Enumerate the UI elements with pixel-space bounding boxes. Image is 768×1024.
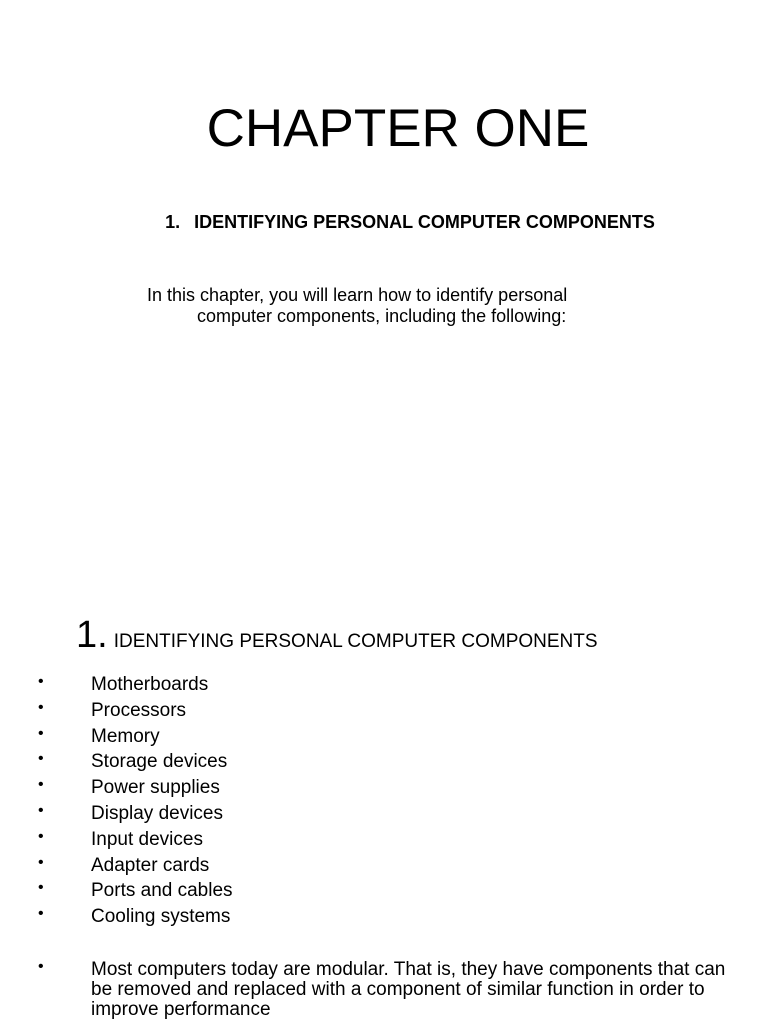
list-item-text: Ports and cables — [91, 880, 233, 902]
list-item-text: Power supplies — [91, 777, 220, 799]
bullet-icon: • — [38, 698, 44, 716]
list-item-text: Memory — [91, 725, 160, 747]
bullet-icon: • — [38, 750, 44, 768]
section-number: 1. — [76, 614, 108, 656]
list-item — [38, 672, 738, 698]
list-item-text: Motherboards — [91, 674, 209, 695]
list-item — [38, 698, 738, 724]
bullet-icon: • — [38, 958, 44, 975]
list-item — [38, 827, 738, 853]
bullet-icon: • — [38, 853, 44, 871]
list-item — [38, 904, 738, 930]
chapter-title: CHAPTER ONE — [206, 99, 590, 158]
intro-line-1: In this chapter, you will learn how to identify personal — [147, 285, 568, 305]
bullet-icon: • — [38, 673, 44, 690]
list-item-text: Input devices — [91, 828, 203, 850]
bullet-icon: • — [38, 801, 44, 819]
list-item — [38, 801, 738, 827]
list-item — [38, 878, 738, 904]
subtitle-text: IDENTIFYING PERSONAL COMPUTER COMPONENTS — [194, 212, 655, 232]
list-item-text: Display devices — [91, 802, 223, 824]
bullet-icon: • — [38, 905, 44, 923]
bullet-icon: • — [38, 724, 44, 742]
list-item — [38, 775, 738, 801]
intro-paragraph — [147, 285, 667, 327]
list-item-text: Cooling systems — [91, 906, 231, 928]
bullet-icon: • — [38, 879, 44, 897]
list-item — [38, 853, 738, 879]
list-item — [38, 749, 738, 775]
section-heading — [76, 612, 756, 665]
list-item-text: Processors — [91, 699, 187, 721]
section-heading-text: IDENTIFYING PERSONAL COMPUTER COMPONENTS — [113, 631, 598, 652]
note-text: Most computers today are modular. That is, they have components that can be removed and replaced with a component of similar function in order to improve performance — [91, 959, 726, 1020]
list-item-text: Adapter cards — [91, 854, 210, 876]
subtitle-number: 1. — [165, 212, 181, 232]
component-list — [38, 672, 738, 930]
bullet-icon: • — [38, 827, 44, 845]
intro-line-2: computer components, including the following: — [197, 306, 567, 326]
chapter-subtitle — [140, 211, 680, 234]
list-item — [38, 724, 738, 750]
bullet-icon: • — [38, 776, 44, 794]
modular-note — [38, 960, 738, 1020]
list-item-text: Storage devices — [91, 751, 228, 773]
